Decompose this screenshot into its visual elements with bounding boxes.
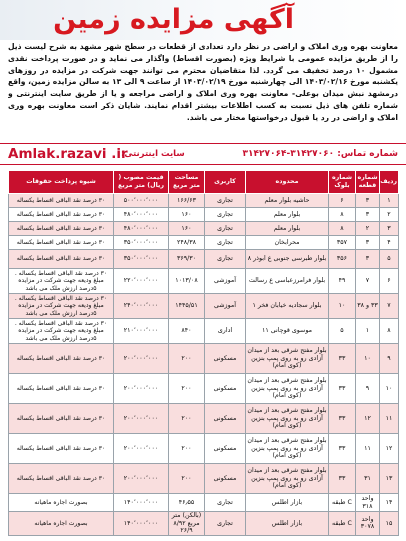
lot-number-cell: ۳ (356, 194, 380, 208)
notice-intro-text: معاونت بهره وری املاک و اراضی در نظر دارد تعدادی از قطعات در سطح شهر مشهد به شرح لیست ذیل را از طریق مزایده عمومی با شرایط ویژه (بصورت اقساط) واگذار می نماید و در صورت پرداخت نقدی مشمول ۱۰ درصد تخفیف می گردد. لذا متقاضیان محترم می توانند جهت شرکت در مزایده در روزهای یکشنبه مورخ ۱۴۰۳/۰۲/۱۶ الی چهارشنبه مورخ ۱۴۰۳/۰۲/۱۹ از ساعت ۹ الی ۱۳ به سالن مزایده زمین، واقع درمشهد نبش میدان بوعلی- معاونت بهره وری املاک و اراضی مراجعه و یا از طریق سایت اینترنتی و شماره تلفن های ذیل نسبت به کسب اطلاعات بیشتر اقدام نمایند. شایان ذکر است معاونت بهره وری املاک و اراضی در رد یا قبول درخواستها مختار می باشد. (8, 42, 398, 122)
price-cell: ۱۴۰٬۰۰۰٬۰۰۰ (114, 494, 169, 512)
lot-number-cell: واحد ۳۰۷۸ (356, 512, 380, 536)
payment-method-cell: ۳۰ درصد نقد الباقی اقساط یکساله . مبلغ ودیعه جهت شرکت در مزایده ۵درصد ارزش ملک می باشد (9, 269, 114, 294)
price-cell: ۲۲۰٬۰۰۰٬۰۰۰ (114, 269, 169, 294)
lot-number-cell: ۳ (356, 208, 380, 222)
price-cell: ۵۰۰٬۰۰۰٬۰۰۰ (114, 194, 169, 208)
area-cell: ۱۶۶/۶۳ (169, 194, 205, 208)
land-use-cell: تجاری (205, 194, 246, 208)
location-cell: حاشیه بلوار معلم (246, 194, 329, 208)
table-row (9, 494, 399, 512)
lot-number-cell: ۷ (356, 269, 380, 294)
row-number-cell: ۱۵ (380, 512, 399, 536)
column-header-payment-method: شیوه پرداخت حقوقات (9, 171, 114, 194)
land-use-cell: تجاری (205, 494, 246, 512)
row-number-cell: ۱۳ (380, 464, 399, 494)
table-row (9, 434, 399, 464)
page-title: آگهی مزایده زمین (53, 4, 294, 35)
land-use-cell: مسکونی (205, 404, 246, 434)
payment-method-cell: ۳۰ درصد نقد الباقی اقساط یکساله . مبلغ ودیعه جهت شرکت در مزایده ۵درصد ارزش ملک می باشد (9, 319, 114, 344)
auction-table-container (8, 170, 398, 536)
payment-method-cell: ۳۰ درصد نقد الباقی اقساط یکساله (9, 208, 114, 222)
area-cell: ۲۰۰ (169, 464, 205, 494)
auction-lots-table (8, 170, 399, 536)
lot-number-cell: ۱۰ (356, 344, 380, 374)
location-cell: بلوار سجادیه خیابان فخر ۱ (246, 294, 329, 319)
location-cell: بازار اطلس (246, 512, 329, 536)
table-row (9, 236, 399, 250)
price-cell: ۲۰۰٬۰۰۰٬۰۰۰ (114, 434, 169, 464)
block-number-cell: ۳۵۷ (329, 236, 356, 250)
lot-number-cell: ۲ (356, 222, 380, 236)
block-number-cell: ۸ (329, 222, 356, 236)
table-row (9, 404, 399, 434)
column-header-block-number: شماره بلوک (329, 171, 356, 194)
column-header-price: قیمت مصوب ( ریال) متر مربع (114, 171, 169, 194)
land-use-cell: تجاری (205, 208, 246, 222)
area-cell: ۲۰۰ (169, 404, 205, 434)
price-cell: ۲۰۰٬۰۰۰٬۰۰۰ (114, 374, 169, 404)
price-cell: ۳۵۰٬۰۰۰٬۰۰۰ (114, 236, 169, 250)
location-cell: بلوار معلم (246, 222, 329, 236)
lot-number-cell: ۳۳ و ۳۸ (356, 294, 380, 319)
payment-method-cell: ۳۰ درصد نقد الباقی اقساط یکساله (9, 222, 114, 236)
table-row (9, 208, 399, 222)
title-banner (0, 0, 406, 40)
table-row (9, 319, 399, 344)
price-cell: ۲۰۰٬۰۰۰٬۰۰۰ (114, 464, 169, 494)
contact-bar (0, 143, 406, 165)
table-row (9, 294, 399, 319)
payment-method-cell: ۳۰ درصد نقد الباقی اقساط یکساله (9, 374, 114, 404)
block-number-cell: ۳۵۶ (329, 250, 356, 269)
table-header-row (9, 171, 399, 194)
location-cell: بلوار فرامرزعباسی ع رسالت (246, 269, 329, 294)
price-cell: ۱۴۰٬۰۰۰٬۰۰۰ (114, 512, 169, 536)
row-number-cell: ۱۲ (380, 434, 399, 464)
column-header-land-use: کاربری (205, 171, 246, 194)
table-row (9, 250, 399, 269)
land-use-cell: تجاری (205, 512, 246, 536)
land-use-cell: تجاری (205, 236, 246, 250)
block-number-cell: C طبقه (329, 494, 356, 512)
table-body (9, 194, 399, 536)
land-use-cell: مسکونی (205, 374, 246, 404)
location-cell: بازار اطلس (246, 494, 329, 512)
block-number-cell: ۶ (329, 194, 356, 208)
land-use-cell: مسکونی (205, 434, 246, 464)
block-number-cell: ۳۳ (329, 434, 356, 464)
payment-method-cell: ۳۰ درصد نقد الباقی اقساط یکساله (9, 464, 114, 494)
block-number-cell: ۳۳ (329, 464, 356, 494)
lot-number-cell: ۹ (356, 374, 380, 404)
row-number-cell: ۱ (380, 194, 399, 208)
row-number-cell: ۹ (380, 344, 399, 374)
location-cell: بلوار مفتح شرقی بعد از میدان آزادی رو به روی پمپ بنزین (کوی امام) (246, 434, 329, 464)
land-use-cell: اداری (205, 319, 246, 344)
payment-method-cell: ۳۰ درصد نقد الباقی اقساط یکساله (9, 194, 114, 208)
area-cell: ۲۰۰ (169, 374, 205, 404)
website-label: سایت اینترنتی: (121, 149, 185, 159)
payment-method-cell: ۳۰ درصد نقد الباقی اقساط یکساله (9, 344, 114, 374)
area-cell: ۲۰۰ (169, 344, 205, 374)
area-cell: ۲۰۰ (169, 434, 205, 464)
column-header-area: مساحت متر مربع (169, 171, 205, 194)
location-cell: موسوی قوچانی ۱۱ (246, 319, 329, 344)
table-row (9, 464, 399, 494)
land-use-cell: تجاری (205, 250, 246, 269)
block-number-cell: ۳۳ (329, 404, 356, 434)
block-number-cell: ۸ (329, 208, 356, 222)
area-cell: ۸۴۰ (169, 319, 205, 344)
row-number-cell: ۳ (380, 222, 399, 236)
location-cell: محرابخان (246, 236, 329, 250)
land-use-cell: آموزشی (205, 269, 246, 294)
location-cell: بلوار مفتح شرقی بعد از میدان آزادی رو به روی پمپ بنزین (کوی امام) (246, 464, 329, 494)
block-number-cell: ۵ (329, 319, 356, 344)
table-row (9, 269, 399, 294)
location-cell: بلوار معلم (246, 208, 329, 222)
row-number-cell: ۱۰ (380, 374, 399, 404)
payment-method-cell: ۳۰ درصد نقد الباقی اقساط یکساله (9, 250, 114, 269)
row-number-cell: ۶ (380, 269, 399, 294)
row-number-cell: ۱۱ (380, 404, 399, 434)
column-header-lot-number: شماره قطعه (356, 171, 380, 194)
column-header-row-number: ردیف (380, 171, 399, 194)
price-cell: ۲۰۰٬۰۰۰٬۰۰۰ (114, 404, 169, 434)
land-use-cell: مسکونی (205, 464, 246, 494)
area-cell: ۱۰۱۳/۰۸ (169, 269, 205, 294)
payment-method-cell: ۳۰ درصد نقد الباقی اقساط یکساله (9, 236, 114, 250)
price-cell: ۳۵۰٬۰۰۰٬۰۰۰ (114, 250, 169, 269)
table-row (9, 222, 399, 236)
lot-number-cell: ۳ (356, 250, 380, 269)
row-number-cell: ۱۴ (380, 494, 399, 512)
location-cell: بلوار طبرسی جنوبی ع ابوذر ۸ (246, 250, 329, 269)
location-cell: بلوار مفتح شرقی بعد از میدان آزادی رو به روی پمپ بنزین (کوی امام) (246, 374, 329, 404)
lot-number-cell: ۳ (356, 236, 380, 250)
lot-number-cell: ۳۱ (356, 464, 380, 494)
payment-method-cell: ۳۰ درصد نقد الباقی اقساط یکساله . مبلغ ودیعه جهت شرکت در مزایده ۵درصد ارزش ملک می باشد (9, 294, 114, 319)
lot-number-cell: واحد ۳۱۸ (356, 494, 380, 512)
location-cell: بلوار مفتح شرقی بعد از میدان آزادی رو به روی پمپ بنزین (کوی امام) (246, 344, 329, 374)
area-cell: ۴۶٫۵۵ (169, 494, 205, 512)
table-row (9, 194, 399, 208)
area-cell (169, 512, 205, 536)
table-row (9, 344, 399, 374)
area-cell: ۲۴۸/۳۸ (169, 236, 205, 250)
land-use-cell: آموزشی (205, 294, 246, 319)
price-cell: ۲۰۰٬۰۰۰٬۰۰۰ (114, 344, 169, 374)
payment-method-cell: بصورت اجاره ماهیانه (9, 512, 114, 536)
price-cell: ۴۸۰٬۰۰۰٬۰۰۰ (114, 222, 169, 236)
payment-method-cell: ۳۰ درصد نقد الباقی اقساط یکساله (9, 434, 114, 464)
block-number-cell: ۳۳ (329, 344, 356, 374)
row-number-cell: ۴ (380, 236, 399, 250)
area-cell: ۳۶۹/۳۰ (169, 250, 205, 269)
area-cell: ۱۶۰ (169, 208, 205, 222)
payment-method-cell: بصورت اجاره ماهیانه (9, 494, 114, 512)
row-number-cell: ۵ (380, 250, 399, 269)
area-cell: ۱۶۰ (169, 222, 205, 236)
block-number-cell: ۱۰ (329, 294, 356, 319)
block-number-cell: ۳۳ (329, 374, 356, 404)
area-cell: ۱۴۴۵/۵۱ (169, 294, 205, 319)
lot-number-cell: ۱۲ (356, 404, 380, 434)
table-row (9, 512, 399, 536)
lot-number-cell: ۱ (356, 319, 380, 344)
phone-numbers: شماره تماس: ۳۱۴۲۷۰۶۰-۳۱۴۲۷۰۶۴ (242, 149, 398, 159)
block-number-cell: ۴۹ (329, 269, 356, 294)
row-number-cell: ۷ (380, 294, 399, 319)
column-header-location: محدوده (246, 171, 329, 194)
area-value: ۲۶/۹ (180, 527, 193, 535)
row-number-cell: ۸ (380, 319, 399, 344)
location-cell: بلوار مفتح شرقی بعد از میدان آزادی رو به روی پمپ بنزین (کوی امام) (246, 404, 329, 434)
land-use-cell: تجاری (205, 222, 246, 236)
price-cell: ۴۸۰٬۰۰۰٬۰۰۰ (114, 208, 169, 222)
row-number-cell: ۲ (380, 208, 399, 222)
lot-number-cell: ۱۱ (356, 434, 380, 464)
land-use-cell: مسکونی (205, 344, 246, 374)
price-cell: ۲۴۰٬۰۰۰٬۰۰۰ (114, 294, 169, 319)
website-link[interactable]: Amlak.razavi .ir (8, 146, 128, 162)
payment-method-cell: ۳۰ درصد نقد الباقی اقساط یکساله (9, 404, 114, 434)
block-number-cell: C طبقه (329, 512, 356, 536)
table-row (9, 374, 399, 404)
price-cell: ۲۱۰٬۰۰۰٬۰۰۰ (114, 319, 169, 344)
balcony-area-note: (بالکن) متر مربع ۸/۹۲ (171, 512, 202, 527)
